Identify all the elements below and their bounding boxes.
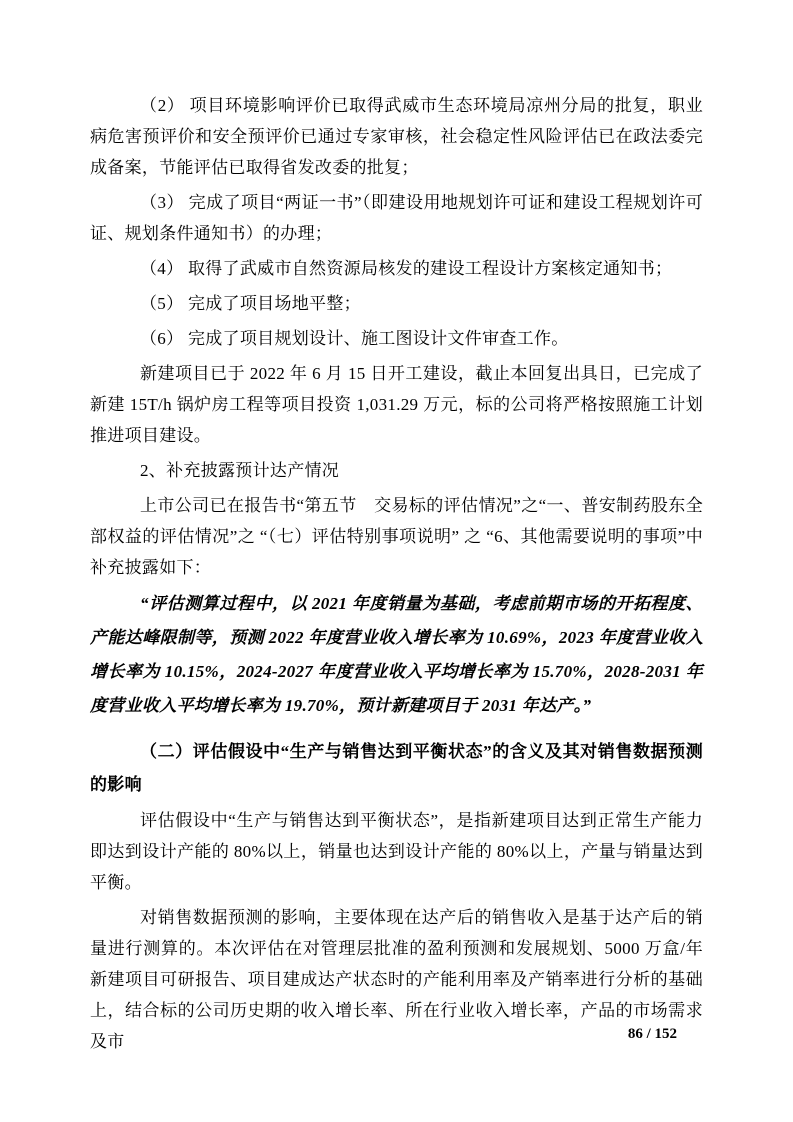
- paragraph-sales-impact: 对销售数据预测的影响，主要体现在达产后的销售收入是基于达产后的销量进行测算的。本次评估在对管理层批准的盈利预测和发展规划、5000 万盒/年新建项目可研报告、项目建成达产状态时的产能利用率及产销率进行分析的基础上，结合标的公司历史期的收入增长率、所在行业收入增长率，产品的市场需求及市: [90, 908, 703, 1051]
- page-content: [90, 90, 703, 1061]
- quoted-disclosure-text: “评估测算过程中，以 2021 年度销量为基础，考虑前期市场的开拓程度、产能达峰限制等，预测 2022 年度营业收入增长率为 10.69%，2023 年度营业收入增长率为 10.15%，2024-2027 年度营业收入平均增长率为 15.70%，2028-2031 年度营业收入平均增长率为 19.70%，预计新建项目于 2031 年达产。”: [90, 594, 703, 715]
- numbered-item-5: （5） 完成了项目场地平整；: [140, 294, 361, 313]
- page-number: 86 / 152: [627, 1026, 677, 1042]
- paragraph-disclosure-location: 上市公司已在报告书“第五节 交易标的评估情况”之“一、普安制药股东全部权益的评估情况”之 “（七）评估特别事项说明” 之 “6、其他需要说明的事项”中补充披露如下：: [90, 496, 703, 577]
- numbered-item-2: （2） 项目环境影响评价已取得武威市生态环境局凉州分局的批复，职业病危害预评价和安全预评价已通过专家审核，社会稳定性风险评估已在政法委完成备案，节能评估已取得省发改委的批复；: [90, 96, 703, 177]
- paragraph-project-progress: 新建项目已于 2022 年 6 月 15 日开工建设，截止本回复出具日，已完成了新建 15T/h 锅炉房工程等项目投资 1,031.29 万元，标的公司将严格按照施工计划推进项目建设。: [90, 364, 703, 445]
- numbered-item-6: （6） 完成了项目规划设计、施工图设计文件审查工作。: [140, 329, 569, 348]
- subheading-supplementary-disclosure: 2、补充披露预计达产情况: [140, 461, 340, 480]
- numbered-item-3: （3） 完成了项目“两证一书”（即建设用地规划许可证和建设工程规划许可证、规划条件通知书）的办理；: [90, 193, 703, 243]
- numbered-item-4: （4） 取得了武威市自然资源局核发的建设工程设计方案核定通知书；: [140, 259, 673, 278]
- paragraph-balance-definition: 评估假设中“生产与销售达到平衡状态”，是指新建项目达到正常生产能力即达到设计产能的 80%以上，销量也达到设计产能的 80%以上，产量与销量达到平衡。: [90, 811, 703, 892]
- section-heading-2: （二）评估假设中“生产与销售达到平衡状态”的含义及其对销售数据预测的影响: [90, 742, 703, 794]
